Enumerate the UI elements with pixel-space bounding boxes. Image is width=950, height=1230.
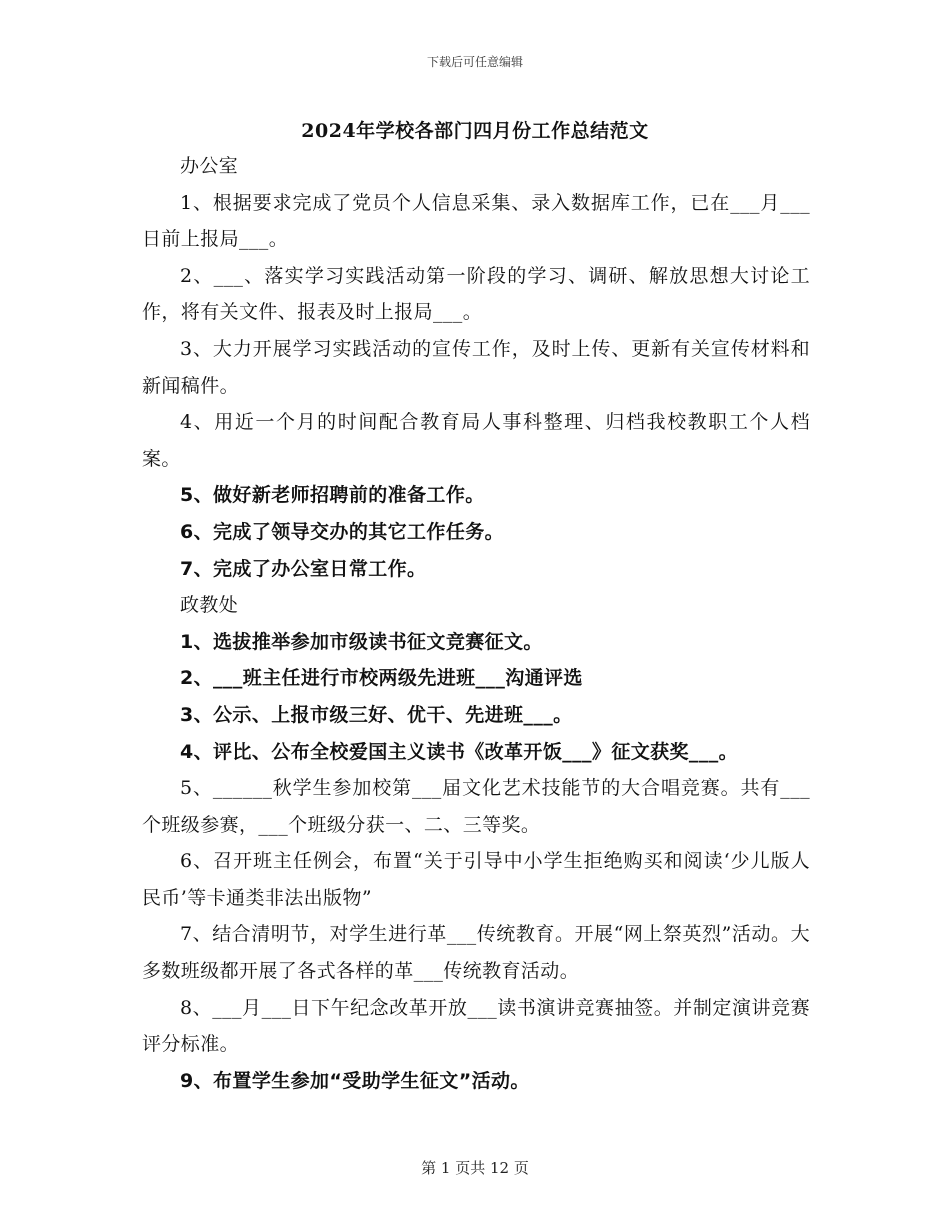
section-heading-political-education: 政教处 bbox=[180, 594, 239, 617]
paragraph: 7、结合清明节，对学生进行革___传统教育。开展“网上祭英烈”活动。大多数班级都开展了各式各样的革___传统教育活动。 bbox=[142, 923, 810, 983]
paragraph: 7、完成了办公室日常工作。 bbox=[180, 557, 427, 580]
section-heading-office: 办公室 bbox=[180, 155, 239, 177]
page-header: 下载后可任意编辑 bbox=[426, 55, 523, 69]
paragraph: 2、___班主任进行市校两级先进班___沟通评选 bbox=[180, 667, 583, 690]
paragraph: 8、___月___日下午纪念改革开放___读书演讲竞赛抽签。并制定演讲竞赛评分标准。 bbox=[142, 996, 810, 1056]
paragraph: 5、______秋学生参加校第___届文化艺术技能节的大合唱竞赛。共有___个班级参赛，___个班级分获一、二、三等奖。 bbox=[142, 777, 810, 836]
document-title: 2024年学校各部门四月份工作总结范文 bbox=[301, 120, 649, 142]
paragraph: 3、公示、上报市级三好、优干、先进班___。 bbox=[180, 703, 573, 726]
paragraph: 3、大力开展学习实践活动的宣传工作，及时上传、更新有关宣传材料和新闻稿件。 bbox=[142, 337, 810, 397]
paragraph: 2、___、落实学习实践活动第一阶段的学习、调研、解放思想大讨论工作，将有关文件、报表及时上报局___。 bbox=[142, 264, 810, 324]
paragraph: 6、完成了领导交办的其它工作任务。 bbox=[180, 520, 505, 543]
page-footer: 第 1 页共 12 页 bbox=[421, 1159, 529, 1177]
paragraph: 9、布置学生参加“受助学生征文”活动。 bbox=[180, 1069, 530, 1092]
paragraph: 4、评比、公布全校爱国主义读书《改革开饭___》征文获奖___。 bbox=[180, 740, 739, 763]
paragraph: 6、召开班主任例会，布置“关于引导中小学生拒绝购买和阅读‘少儿版人民币’等卡通类非法出版物” bbox=[142, 850, 810, 909]
document-body bbox=[142, 148, 810, 1099]
paragraph: 1、选拔推举参加市级读书征文竞赛征文。 bbox=[180, 630, 543, 653]
paragraph: 4、用近一个月的时间配合教育局人事科整理、归档我校教职工个人档案。 bbox=[142, 411, 810, 470]
paragraph: 1、根据要求完成了党员个人信息采集、录入数据库工作，已在___月___日前上报局___。 bbox=[142, 191, 810, 251]
paragraph: 5、做好新老师招聘前的准备工作。 bbox=[180, 484, 485, 507]
